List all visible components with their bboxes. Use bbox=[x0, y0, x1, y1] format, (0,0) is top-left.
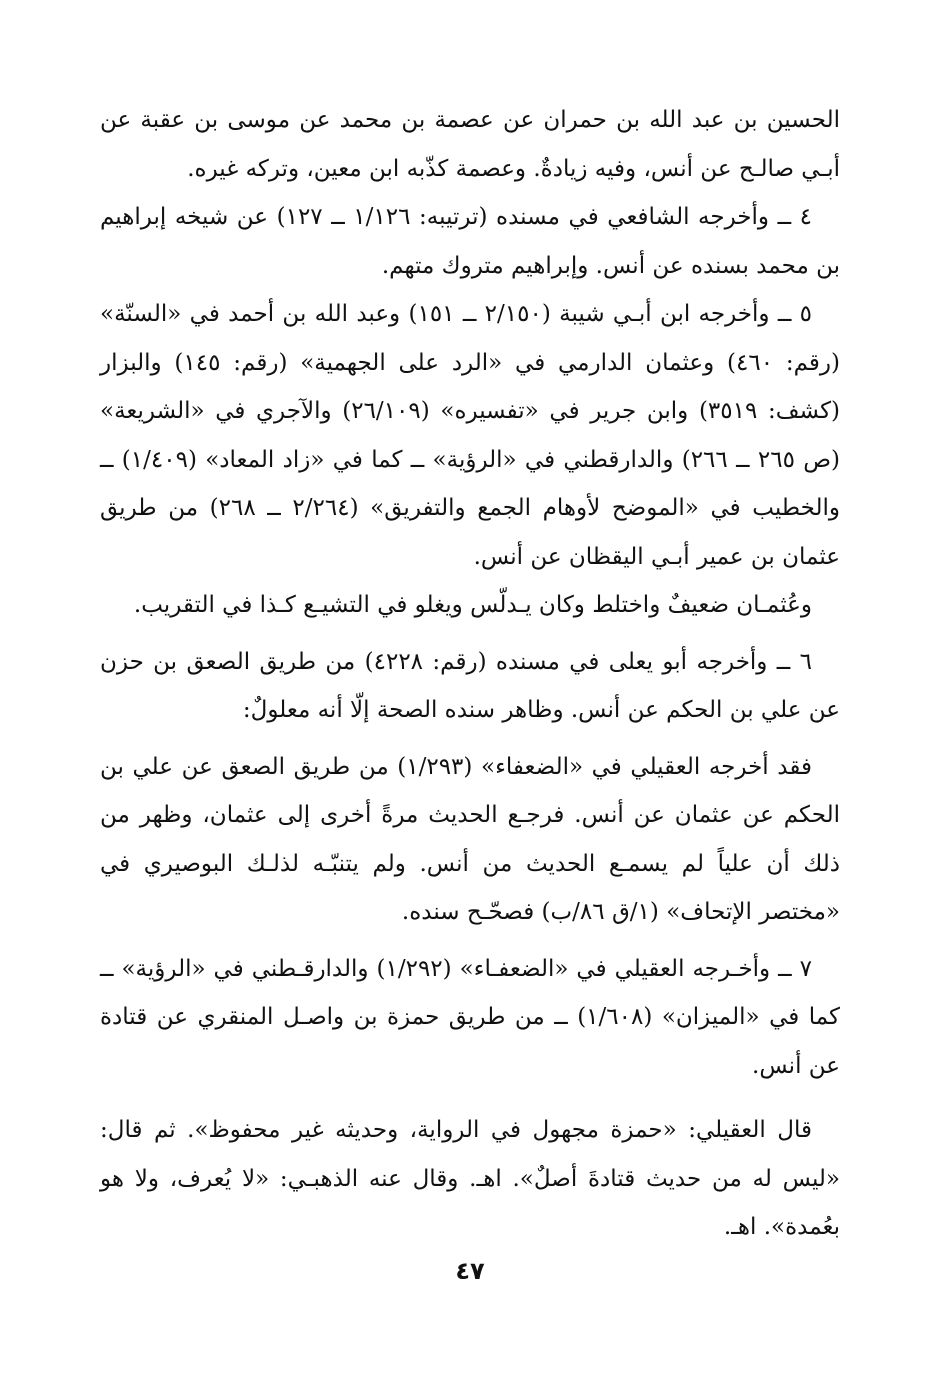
paragraph-item-6-abu-yala: ٦ ــ وأخرجه أبو يعلى في مسنده (رقم: ٤٢٢٨) من طريق الصعق بن حزن عن علي بن الحكم عن أنس. وظاهر سنده الصحة إلّا أنه معلولٌ: bbox=[100, 648, 840, 723]
paragraph-uthman-weak: وعُثمـان ضعيفٌ واختلط وكان يـدلّس ويغلو في التشيـع كـذا في التقريب. bbox=[133, 592, 812, 618]
paragraph-isnad-continuation: الحسين بن عبد الله بن حمران عن عصمة بن محمد عن موسى بن عقبة عن أبـي صالـح عن أنس، وفيه زيادةٌ. وعصمة كذّبه ابن معين، وتركه غيره. bbox=[100, 107, 840, 182]
paragraph-uqayli-quote: قال العقيلي: «حمزة مجهول في الرواية، وحديثه غير محفوظ». ثم قال: «ليس له من حديث قتادةَ أصلٌ». اهـ. وقال عنه الذهبـي: «لا يُعرف، ولا هو بعُمدة». اهـ. bbox=[100, 1117, 840, 1240]
page-number: ٤٧ bbox=[455, 1257, 485, 1285]
page-body-text bbox=[100, 96, 840, 1252]
paragraph-item-7-uqayli: ٧ ــ وأخـرجه العقيلي في «الضعفـاء» (١/٢٩٢) والدارقـطني في «الرؤية» ــ كما في «الميزان» (١/٦٠٨) ــ من طريق حمزة بن واصـل المنقري عن قتادة عن أنس. bbox=[100, 955, 840, 1079]
paragraph-uqayli-illah: فقد أخرجه العقيلي في «الضعفاء» (١/٢٩٣) من طريق الصعق عن علي بن الحكم عن عثمان عن أنس. فرجـع الحديث مرةً أخرى إلى عثمان، وظهر من ذلك أن علياً لم يسمـع الحديث من أنس. ولم يتنبّـه لذلـك البوصيري في «مختصر الإتحاف» (١/ق ٨٦/ب) فصحّـح سنده. bbox=[100, 753, 840, 925]
paragraph-item-5-ibn-abi-shaybah: ٥ ــ وأخرجه ابن أبـي شيبة (٢/١٥٠ ــ ١٥١) وعبد الله بن أحمد في «السنّة» (رقم: ٤٦٠) وعثمان الدارمي في «الرد على الجهمية» (رقم: ١٤٥) والبزار (كشف: ٣٥١٩) وابن جرير في «تفسيره» (٢٦/١٠٩) والآجري في «الشريعة» (ص ٢٦٥ ــ ٢٦٦) والدارقطني في «الرؤية» ــ كما في «زاد المعاد» (١/٤٠٩) ــ والخطيب في «الموضح لأوهام الجمع والتفريق» (٢/٢٦٤ ــ ٢٦٨) من طريق عثمان بن عمير أبـي اليقظان عن أنس. bbox=[100, 301, 841, 570]
paragraph-item-4-shafii: ٤ ــ وأخرجه الشافعي في مسنده (ترتيبه: ١/١٢٦ ــ ١٢٧) عن شيخه إبراهيم بن محمد بسنده عن أنس. وإبراهيم متروك متهم. bbox=[100, 204, 840, 279]
